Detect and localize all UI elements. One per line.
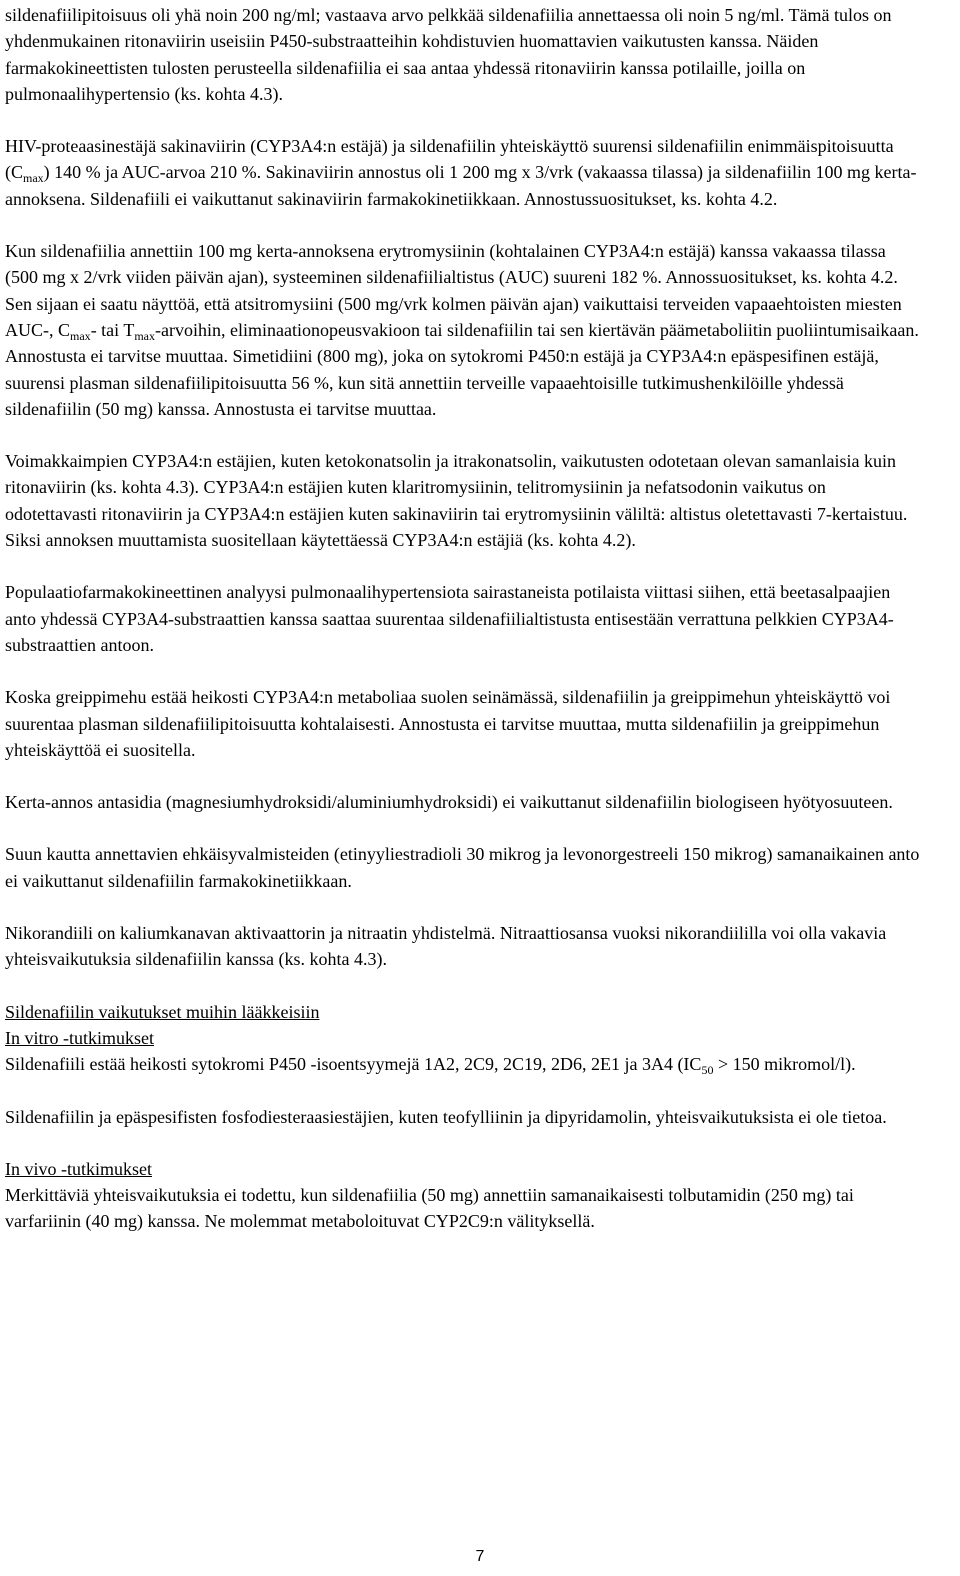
paragraph-antacid: Kerta-annos antasidia (magnesiumhydroksidi/aluminiumhydroksidi) ei vaikuttanut sildenafiilin biologiseen hyötyosuuteen. bbox=[5, 792, 893, 813]
subscript-max: max bbox=[23, 171, 44, 186]
paragraph-contraceptives: Suun kautta annettavien ehkäisyvalmisteiden (etinyyliestradioli 30 mikrog ja levonorgestreeli 150 mikrog) samanaikainen anto ei vaikuttanut sildenafiilin farmakokinetiikkaan. bbox=[5, 844, 920, 891]
in-vitro-heading: In vitro -tutkimukset bbox=[5, 1027, 154, 1048]
text-segment: -arvoihin, eliminaationopeusvakioon tai sildenafiilin tai sen kiertävän päämetaboliitin puoliintumisaikaan. Annostusta ei tarvitse muuttaa. Simetidiini (800 mg), joka on sytokromi P450:n estäjä ja CYP3A4:n epäspesifinen estäjä, suurensi plasman sildenafiilipitoisuutta 56 %, kun sitä annettiin terveille vapaaehtoisille tutkimushenkilöille yhdessä sildenafiilin (50 mg) kanssa. Annostusta ei tarvitse muuttaa. bbox=[5, 319, 919, 419]
page-number: 7 bbox=[475, 1548, 485, 1565]
document-page bbox=[5, 2, 920, 1261]
in-vivo-heading: In vivo -tutkimukset bbox=[5, 1158, 152, 1179]
subscript-max: max bbox=[70, 328, 91, 343]
in-vivo-text: Merkittäviä yhteisvaikutuksia ei todettu, kun sildenafiilia (50 mg) annettiin samanaikaisesti tolbutamidin (250 mg) tai varfariinin (40 mg) kanssa. Ne molemmat metaboloituvat CYP2C9:n välityksellä. bbox=[5, 1185, 854, 1232]
text-segment: Sildenafiili estää heikosti sytokromi P450 -isoentsyymejä 1A2, 2C9, 2C19, 2D6, 2E1 ja 3A4 (IC bbox=[5, 1054, 702, 1075]
paragraph-population-pk: Populaatiofarmakokineettinen analyysi pulmonaalihypertensiota sairastaneista potilaista viittasi siihen, että beetasalpaajien anto yhdessä CYP3A4-substraattien kanssa saattaa suurentaa sildenafiilialtistusta entisestään verrattuna pelkkien CYP3A4-substraattien antoon. bbox=[5, 582, 894, 655]
text-segment: - tai T bbox=[90, 319, 135, 340]
paragraph-strong-inhibitors: Voimakkaimpien CYP3A4:n estäjien, kuten ketokonatsolin ja itrakonatsolin, vaikutusten odotetaan olevan samanlaisia kuin ritonaviirin (ks. kohta 4.3). CYP3A4:n estäjien kuten klaritromysiinin, telitromysiinin ja nefatsodonin vaikutus on odotettavasti ritonaviirin ja CYP3A4:n estäjien kuten sakinaviirin tai erytromysiinin väliltä: altistus oletettavasti 7-kertaistuu. Siksi annoksen muuttamista suositellaan käytettäessä CYP3A4:n estäjiä (ks. kohta 4.2). bbox=[5, 451, 908, 551]
paragraph-nicorandil: Nikorandiili on kaliumkanavan aktivaattorin ja nitraatin yhdistelmä. Nitraattiosansa vuoksi nikorandiililla voi olla vakavia yhteisvaikutuksia sildenafiilin kanssa (ks. kohta 4.3). bbox=[5, 923, 887, 970]
in-vitro-text bbox=[5, 1051, 920, 1077]
paragraph-grapefruit: Koska greippimehu estää heikosti CYP3A4:n metaboliaa suolen seinämässä, sildenafiilin ja greippimehun yhteiskäyttö voi suurentaa plasman sildenafiilipitoisuutta kohtalaisesti. Annostusta ei tarvitse muuttaa, mutta sildenafiilin ja greippimehun yhteiskäyttöä ei suositella. bbox=[5, 687, 891, 760]
paragraph-pde-inhibitors: Sildenafiilin ja epäspesifisten fosfodiesteraasiestäjien, kuten teofylliinin ja dipyridamolin, yhteisvaikutuksista ei ole tietoa. bbox=[5, 1106, 887, 1127]
paragraph-erythromycin bbox=[5, 238, 920, 422]
paragraph-saquinavir bbox=[5, 133, 920, 212]
section-heading: Sildenafiilin vaikutukset muihin lääkkeisiin bbox=[5, 1001, 320, 1022]
text-segment: HIV-proteaasinestäjä sakinaviirin (CYP3A4:n estäjä) ja sildenafiilin yhteiskäyttö suurensi sildenafiilin enimmäispitoisuutta (C bbox=[5, 136, 894, 183]
text-segment: > 150 mikromol/l). bbox=[713, 1054, 856, 1075]
paragraph-ritonavir-result: sildenafiilipitoisuus oli yhä noin 200 ng/ml; vastaava arvo pelkkää sildenafiilia annettaessa oli noin 5 ng/ml. Tämä tulos on yhdenmukainen ritonaviirin useisiin P450-substraatteihin kohdistuvien huomattavien vaikutusten kanssa. Näiden farmakokineettisten tulosten perusteella sildenafiilia ei saa antaa yhdessä ritonaviirin kanssa potilaille, joilla on pulmonaalihypertensio (ks. kohta 4.3). bbox=[5, 5, 892, 104]
text-segment: ) 140 % ja AUC-arvoa 210 %. Sakinaviirin annostus oli 1 200 mg x 3/vrk (vakaassa tilassa) ja sildenafiilin 100 mg kerta-annoksena. Sildenafiili ei vaikuttanut sakinaviirin farmakokinetiikkaan. Annostussuositukset, ks. kohta 4.2. bbox=[5, 162, 917, 209]
in-vivo-section bbox=[5, 1156, 920, 1235]
subscript-max: max bbox=[134, 328, 156, 343]
subscript-50: 50 bbox=[701, 1063, 714, 1078]
text-segment: Kun sildenafiilia annettiin 100 mg kerta-annoksena erytromysiinin (kohtalainen CYP3A4:n estäjä) kanssa vakaassa tilassa (500 mg x 2/vrk viiden päivän ajan), systeeminen sildenafiilialtistus (AUC) suureni 182 %. Annossuositukset, ks. kohta 4.2. Sen sijaan ei saatu näyttöä, että atsitromysiini (500 mg/vrk kolmen päivän ajan) vaikuttaisi terveiden vapaaehtoisten miesten AUC-, C bbox=[5, 241, 902, 340]
in-vitro-section bbox=[5, 1025, 920, 1078]
